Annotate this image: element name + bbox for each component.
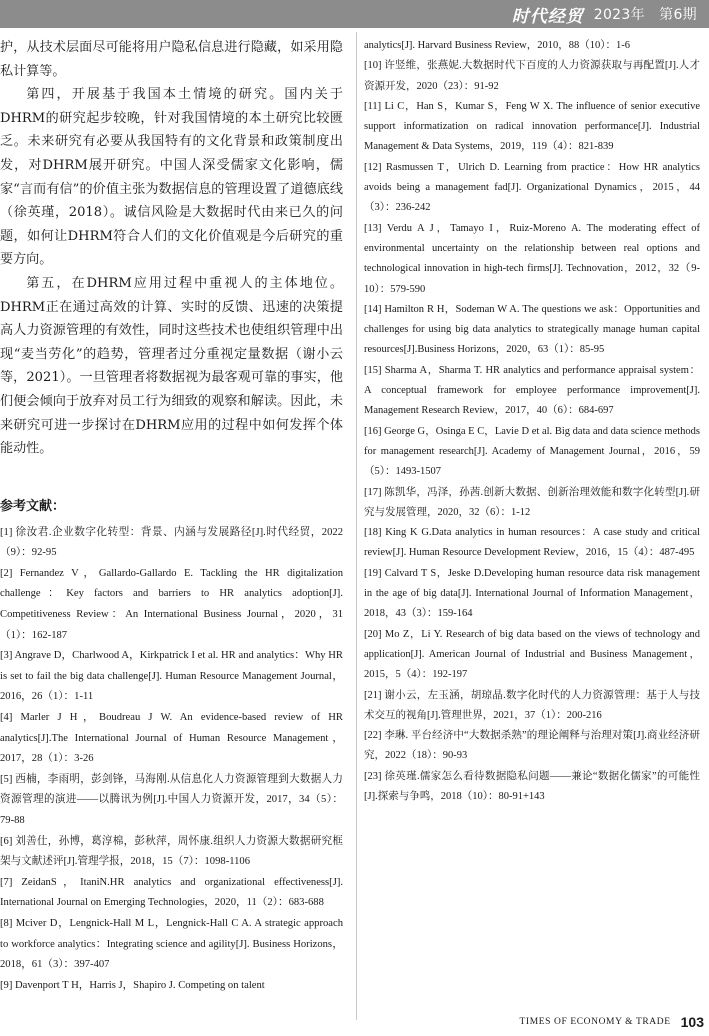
reference-item: [12] Rasmussen T，Ulrich D. Learning from practice：How HR analytics avoids being a management fad[J]. Organizational Dynamics，2015，44（3）：236-242 — [364, 161, 700, 214]
reference-item: [22] 李琳. 平台经济中“大数据杀熟”的理论阐释与治理对策[J].商业经济研究，2022（18）：90-93 — [364, 730, 700, 762]
reference-item: [4] Marler J H，Boudreau J W. An evidence-based review of HR analytics[J].The International Journal of Human Resource Management，2017，28（1）：3-26 — [0, 712, 343, 765]
reference-item: [3] Angrave D，Charlwood A，Kirkpatrick I et al. HR and analytics：Why HR is set to fail the big data challenge[J]. Human Resource Management Journal，2016，26（1）：1-11 — [0, 650, 343, 703]
reference-item: [8] Mciver D，Lengnick-Hall M L，Lengnick-Hall C A. A strategic approach to workforce analytics：Integrating science and agility[J]. Business Horizons，2018，61（3）：397-407 — [0, 917, 343, 971]
journal-logo: 时代经贸 — [511, 6, 584, 27]
reference-item: [19] Calvard T S，Jeske D.Developing human resource data risk management in the age of big data[J]. International Journal of Information Management，2018，43（3）：159-164 — [364, 567, 700, 620]
reference-item: [2] Fernandez V，Gallardo-Gallardo E. Tackling the HR digitalization challenge：Key factors and barriers to HR analytics adoption[J]. Competitiveness Review：An International Business Journal，2020，31（1）：162-187 — [0, 567, 343, 641]
reference-item: analytics[J]. Harvard Business Review，2010，88（10）：1-6 — [364, 40, 630, 51]
body-paragraph: 第五，在DHRM应用过程中重视人的主体地位。DHRM正在通过高效的计算、实时的反馈、迅速的决策提高人力资源管理的有效性，同时这些技术也使组织管理中出现“麦当劳化”的趋势，管理者过分重视定量数据（谢小云等，2021）。一旦管理者将数据视为最客观可靠的事实，他们便会倾向于放弃对员工行为细致的观察和解读。因此，未来研究可进一步探讨在DHRM应用的过程中如何发挥个体能动性。 — [0, 275, 343, 457]
reference-item: [6] 刘善仕，孙博，葛淳棉，彭秋萍，周怀康.组织人力资源大数据研究框架与文献述评[J].管理学报，2018，15（7）：1098-1106 — [0, 835, 343, 868]
left-column — [0, 36, 343, 996]
issue-info: 2023年 第6期 — [593, 7, 697, 23]
reference-item: [10] 许竖维，张燕妮.大数据时代下百度的人力资源获取与再配置[J].人才资源开发，2020（23）：91-92 — [364, 60, 700, 92]
references-heading: 参考文献： — [0, 498, 66, 514]
reference-item: [18] King K G.Data analytics in human resources：A case study and critical review[J]. Human Resource Development Review，2016，15（4）：487-495 — [364, 527, 700, 559]
reference-item: [14] Hamilton R H，Sodeman W A. The questions we ask：Opportunities and challenges for using big data analytics to strategically manage human capital resources[J].Business Horizons，2020，63（1）：85-95 — [364, 303, 700, 356]
reference-item: [5] 西楠，李雨明，彭剑锋，马海刚.从信息化人力资源管理到大数据人力资源管理的演进——以腾讯为例[J].中国人力资源开发，2017，34（5）：79-88 — [0, 773, 343, 826]
page-header — [512, 2, 697, 26]
reference-item: [13] Verdu A J，Tamayo I，Ruiz-Moreno A. The moderating effect of environmental uncertainty on the relationship between real options and technological innovation in high-tech firms[J]. Technovation，2012，32（9-10）：579-590 — [364, 222, 700, 295]
body-paragraph: 第四，开展基于我国本土情境的研究。国内关于DHRM的研究起步较晚，针对我国情境的本土研究比较匮乏。未来研究有必要从我国特有的文化背景和政策制度出发，对DHRM展开研究。中国人深受儒家文化影响，儒家“言而有信”的价值主张为数据信息的管理设置了道德底线（徐英瑾，2018）。诚信风险是大数据时代由来已久的问题，如何让DHRM符合人们的文化价值观是今后研究的重要方向。 — [0, 87, 343, 268]
footer-journal-name: TIMES OF ECONOMY & TRADE — [519, 1017, 671, 1027]
column-divider — [356, 32, 357, 1020]
reference-item: [15] Sharma A，Sharma T. HR analytics and performance appraisal system：A conceptual framework for employee performance improvement[J]. Management Research Review，2017，40（6）：684-697 — [364, 364, 700, 417]
right-column — [364, 36, 700, 807]
reference-item: [1] 徐汝君.企业数字化转型：背景、内涵与发展路径[J].时代经贸，2022（9）：92-95 — [0, 526, 343, 559]
page-footer — [508, 1014, 704, 1030]
reference-item: [16] George G，Osinga E C，Lavie D et al. Big data and data science methods for management research[J]. Academy of Management Journal，2016，59（5）：1493-1507 — [364, 425, 700, 478]
page-number: 103 — [680, 1014, 704, 1030]
reference-item: [9] Davenport T H，Harris J，Shapiro J. Competing on talent — [0, 979, 265, 991]
reference-item: [11] Li C，Han S，Kumar S，Feng W X. The influence of senior executive support informatization on radical innovation performance[J]. Industrial Management & Data Systems，2019，119（4）：821-839 — [364, 100, 700, 153]
reference-item: [21] 谢小云，左玉涵，胡琼晶.数字化时代的人力资源管理：基于人与技术交互的视角[J].管理世界，2021，37（1）：200-216 — [364, 689, 700, 721]
reference-item: [20] Mo Z，Li Y. Research of big data based on the views of technology and application[J]. American Journal of Industrial and Business Management，2015，5（4）：192-197 — [364, 628, 700, 681]
body-paragraph: 护，从技术层面尽可能将用户隐私信息进行隐藏，如采用隐私计算等。 — [0, 40, 343, 79]
reference-item: [7] ZeidanS，ItaniN.HR analytics and organizational effectiveness[J]. International Journal on Emerging Technologies，2020，11（2）：683-688 — [0, 876, 343, 909]
reference-item: [17] 陈凯华，冯泽，孙茜.创新大数据、创新治理效能和数字化转型[J].研究与发展管理，2020，32（6）：1-12 — [364, 486, 700, 518]
reference-item: [23] 徐英瑾.儒家怎么看待数据隐私问题——兼论“数据化儒家”的可能性[J].探索与争鸣，2018（10）：80-91+143 — [364, 770, 700, 802]
